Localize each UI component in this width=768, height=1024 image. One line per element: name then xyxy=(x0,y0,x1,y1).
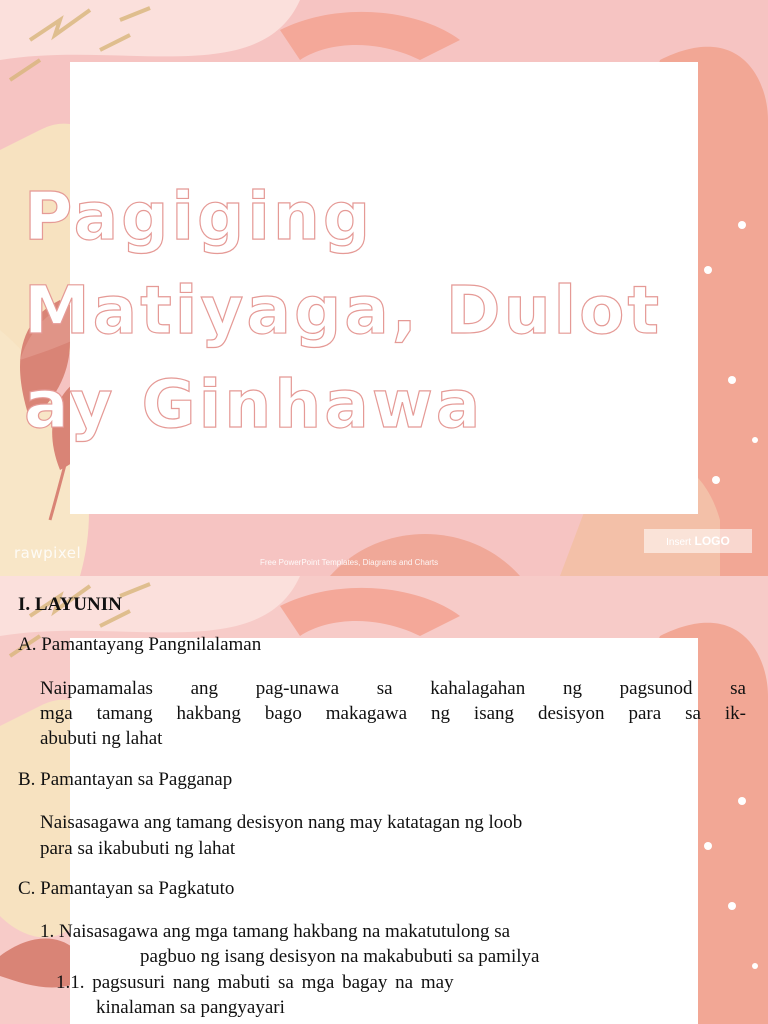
a-text-line-3: abubuti ng lahat xyxy=(40,728,163,749)
subheading-c: C. Pamantayan sa Pagkatuto xyxy=(18,878,235,899)
b-text-line-2: para sa ikabubuti ng lahat xyxy=(40,838,236,859)
a-text-line-1: Naipamamalas ang pag-unawa sa kahalagahan ng pagsunod sa xyxy=(40,678,746,699)
brand-watermark: rawpixel xyxy=(14,544,82,562)
a-text-line-2: mga tamang hakbang bago makagawa ng isang desisyon para sa ik- xyxy=(40,703,746,724)
template-caption: Free PowerPoint Templates, Diagrams and Charts xyxy=(260,558,439,567)
c-item-1-1-line-2: kinalaman sa pangyayari xyxy=(96,997,285,1018)
objectives-content xyxy=(0,576,768,1024)
c-item-1-1-line-1: 1.1. pagsusuri nang mabuti sa mga bagay na may xyxy=(56,972,454,993)
c-item-1-line-2: pagbuo ng isang desisyon na makabubuti sa pamilya xyxy=(140,946,540,967)
objectives-slide xyxy=(0,576,768,1024)
slide-title: Pagiging Matiyaga, Dulot ay Ginhawa xyxy=(24,178,663,443)
logo-big-label: LOGO xyxy=(694,534,730,548)
insert-logo-placeholder[interactable] xyxy=(644,529,752,553)
subheading-b: B. Pamantayan sa Pagganap xyxy=(18,769,233,790)
section-heading: I. LAYUNIN xyxy=(18,594,122,615)
logo-small-label: Insert xyxy=(666,537,692,548)
b-text-line-1: Naisasagawa ang tamang desisyon nang may katatagan ng loob xyxy=(40,812,523,833)
subheading-a: A. Pamantayang Pangnilalaman xyxy=(18,634,262,655)
c-item-1-line-1: 1. Naisasagawa ang mga tamang hakbang na makatutulong sa xyxy=(40,921,511,942)
